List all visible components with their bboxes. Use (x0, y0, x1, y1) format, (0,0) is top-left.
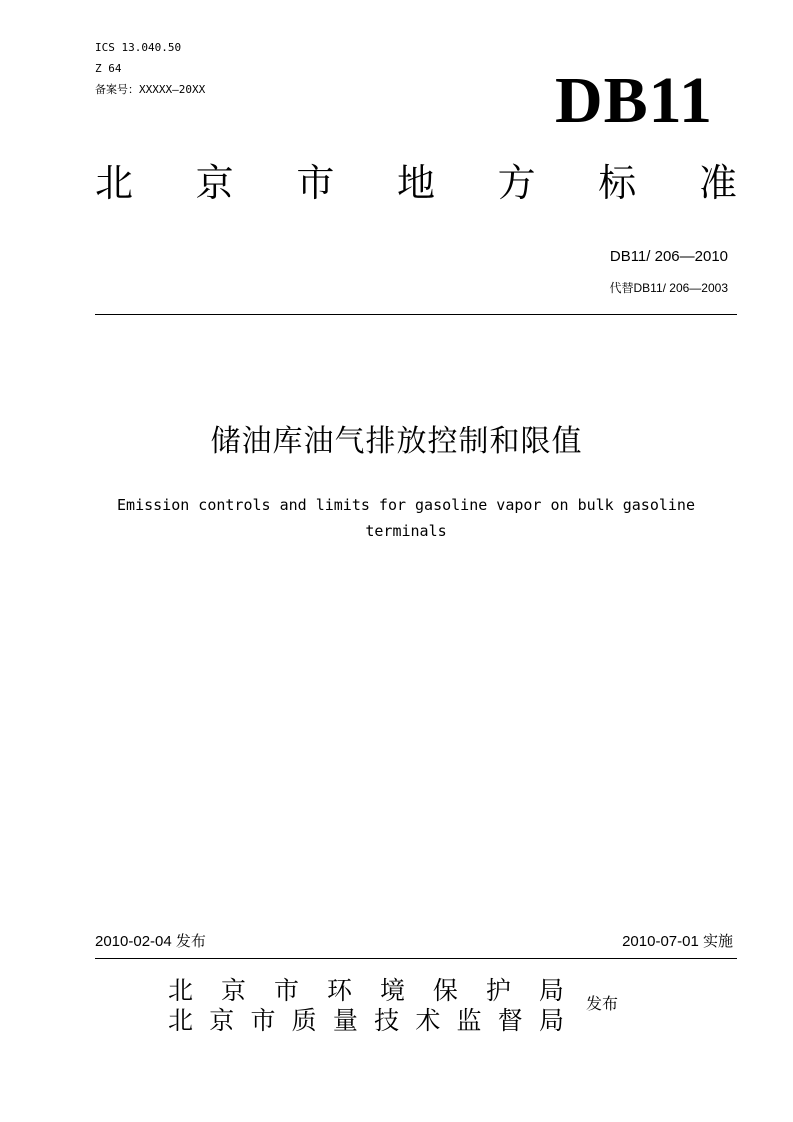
issuer-char: 保 (432, 976, 458, 1005)
db11-logo: DB11 (554, 64, 713, 137)
issuer-char: 市 (250, 1006, 276, 1035)
top-divider (95, 314, 737, 315)
standard-type-char: 准 (698, 161, 737, 205)
standard-type-char: 京 (195, 161, 234, 205)
issuer-char: 术 (415, 1006, 441, 1035)
standard-type-char: 方 (497, 161, 536, 205)
issuer-char: 质 (291, 1006, 317, 1035)
issuer-char: 环 (326, 976, 352, 1005)
title-english: Emission controls and limits for gasoline vapor on bulk gasoline terminals (117, 496, 695, 540)
issuer-char: 北 (168, 976, 194, 1005)
implementation-date: 2010-07-01 实施 (622, 933, 733, 950)
issuer-char: 京 (220, 976, 246, 1005)
issue-date: 2010-02-04 发布 (95, 933, 206, 950)
replaces-standard: 代替DB11/ 206—2003 (609, 281, 728, 295)
standard-type-char: 北 (95, 161, 134, 205)
ccs-code: Z 64 (95, 62, 122, 75)
standard-type-char: 市 (296, 161, 335, 205)
bottom-divider (95, 958, 737, 959)
issued-label: 发布 (586, 994, 619, 1013)
standard-type-heading (95, 158, 737, 208)
issuer-char: 境 (379, 976, 405, 1005)
issuer-char: 局 (538, 1006, 564, 1035)
issuer-quality-bureau (168, 1005, 564, 1037)
issuer-char: 监 (456, 1006, 482, 1035)
issuer-char: 护 (485, 976, 511, 1005)
standard-type-char: 标 (598, 161, 637, 205)
issuer-char: 技 (374, 1006, 400, 1035)
issuer-char: 督 (497, 1006, 523, 1035)
issuer-environment-bureau (168, 975, 564, 1007)
issuer-char: 局 (538, 976, 564, 1005)
standard-type-char: 地 (396, 161, 435, 205)
standard-number: DB11/ 206—2010 (609, 248, 728, 265)
issuer-char: 量 (332, 1006, 358, 1035)
issuer-char: 京 (209, 1006, 235, 1035)
filing-number: 备案号：XXXXX—20XX (95, 83, 206, 96)
issuer-char: 北 (168, 1006, 194, 1035)
issuer-char: 市 (273, 976, 299, 1005)
ics-code: ICS 13.040.50 (95, 41, 182, 54)
title-chinese: 储油库油气排放控制和限值 (210, 424, 583, 459)
